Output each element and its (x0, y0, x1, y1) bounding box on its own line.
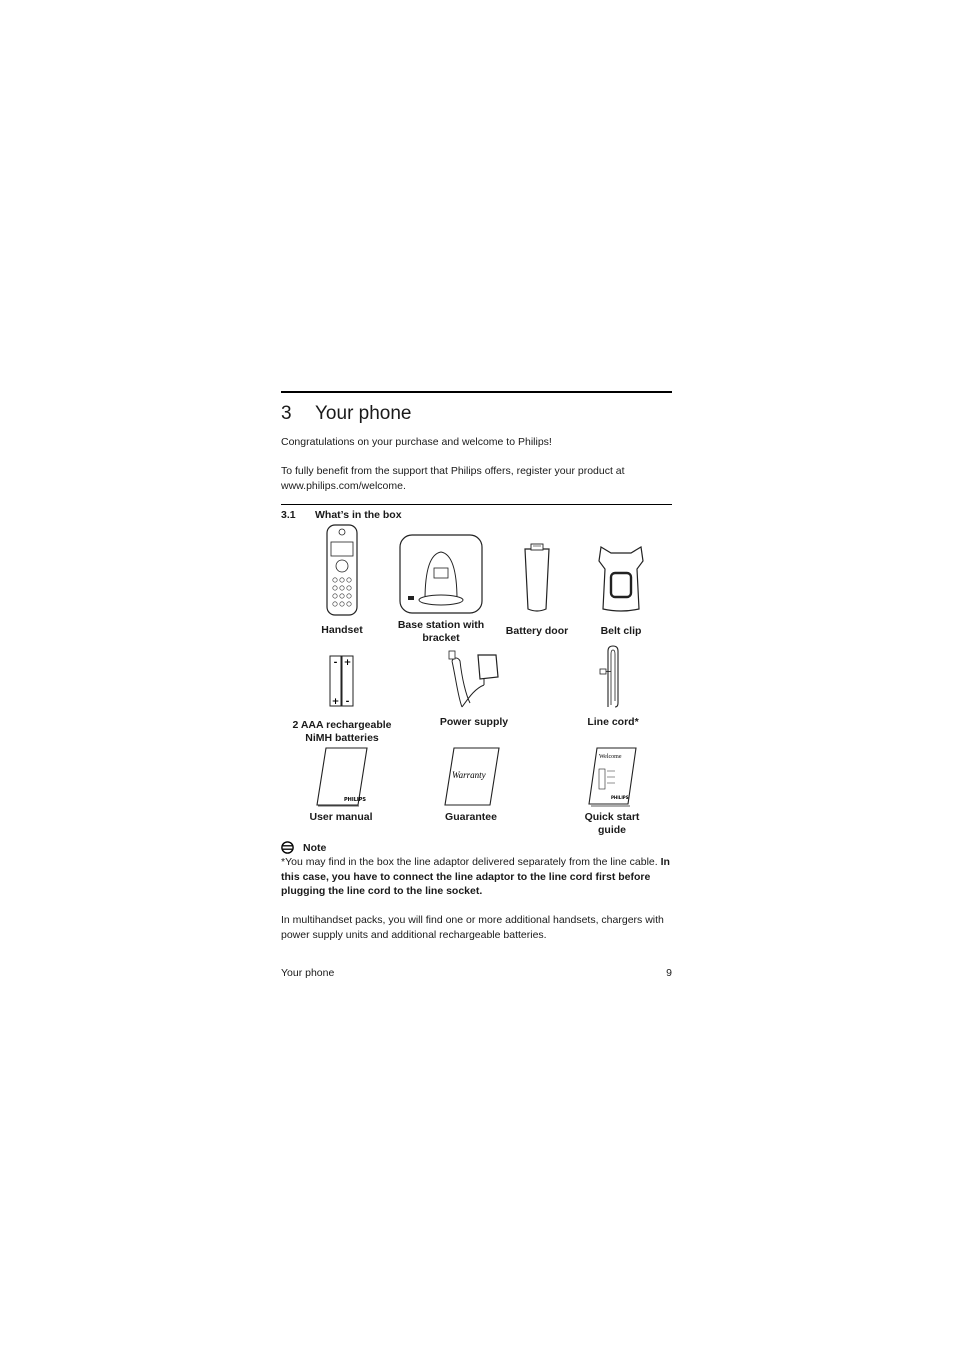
intro-congrats: Congratulations on your purchase and welcome to Philips! (281, 436, 552, 448)
caption-guarantee: Guarantee (445, 811, 497, 823)
item-battery-door (497, 543, 577, 638)
quick-start-logo: PHILIPS (611, 795, 629, 800)
base-station-illustration (399, 534, 483, 614)
quick-start-welcome-text: Welcome (599, 754, 622, 760)
battery-door-illustration (522, 543, 552, 613)
line-cord-illustration (598, 645, 628, 709)
caption-base-station: Base station with bracket (397, 619, 485, 644)
note-text: *You may find in the box the line adaptor delivered separately from the line cable. (281, 856, 661, 868)
svg-text:+: + (343, 658, 352, 668)
caption-batteries: 2 AAA rechargeable NiMH batteries (292, 719, 392, 744)
item-belt-clip (583, 543, 659, 638)
belt-clip-illustration (597, 543, 645, 613)
item-batteries (281, 655, 403, 745)
user-manual-illustration (314, 747, 368, 807)
section-title: What’s in the box (315, 509, 402, 521)
chapter-title: Your phone (315, 403, 412, 424)
caption-user-manual: User manual (309, 811, 373, 823)
power-supply-illustration (444, 649, 504, 709)
footer-page-number: 9 (666, 967, 672, 979)
section-heading (281, 509, 402, 521)
intro-register: To fully benefit from the support that Philips offers, register your product at www.philips.com/welcome. (281, 465, 625, 492)
quick-start-illustration (587, 747, 637, 807)
footer-section: Your phone (281, 967, 335, 979)
item-handset (303, 524, 381, 637)
caption-quick-start: Quick start guide (584, 811, 640, 836)
caption-handset: Handset (321, 624, 363, 636)
caption-power-supply: Power supply (439, 716, 509, 728)
caption-line-cord: Line cord* (587, 716, 639, 728)
caption-belt-clip: Belt clip (600, 625, 642, 637)
section-number: 3.1 (281, 509, 296, 521)
svg-text:-: - (333, 658, 338, 668)
chapter-rule (281, 391, 672, 393)
guarantee-illustration (442, 747, 500, 807)
user-manual-logo: PHILIPS (344, 797, 367, 803)
chapter-heading (281, 403, 412, 425)
batteries-illustration (329, 655, 355, 707)
svg-text:+: + (331, 697, 340, 707)
note-icon (281, 841, 294, 854)
caption-battery-door: Battery door (505, 625, 569, 637)
svg-text:-: - (345, 697, 350, 707)
item-line-cord (573, 645, 653, 729)
item-user-manual (301, 747, 381, 824)
handset-illustration (325, 524, 359, 616)
note-body (281, 855, 672, 899)
multihandset-paragraph: In multihandset packs, you will find one or more additional handsets, chargers with power supply units and additional rechargeable batteries. (281, 914, 664, 941)
note-heading (281, 841, 326, 854)
item-power-supply (429, 649, 519, 729)
note-bold-text: In this case, you have to connect the line adaptor to the line cord first before plugging the line cord to the line socket. (281, 856, 670, 897)
item-guarantee (431, 747, 511, 824)
item-quick-start (573, 747, 651, 837)
guarantee-warranty-text: Warranty (452, 770, 486, 780)
section-rule (281, 504, 672, 505)
chapter-number: 3 (281, 403, 292, 424)
item-base-station (391, 534, 491, 645)
note-title: Note (303, 841, 327, 854)
